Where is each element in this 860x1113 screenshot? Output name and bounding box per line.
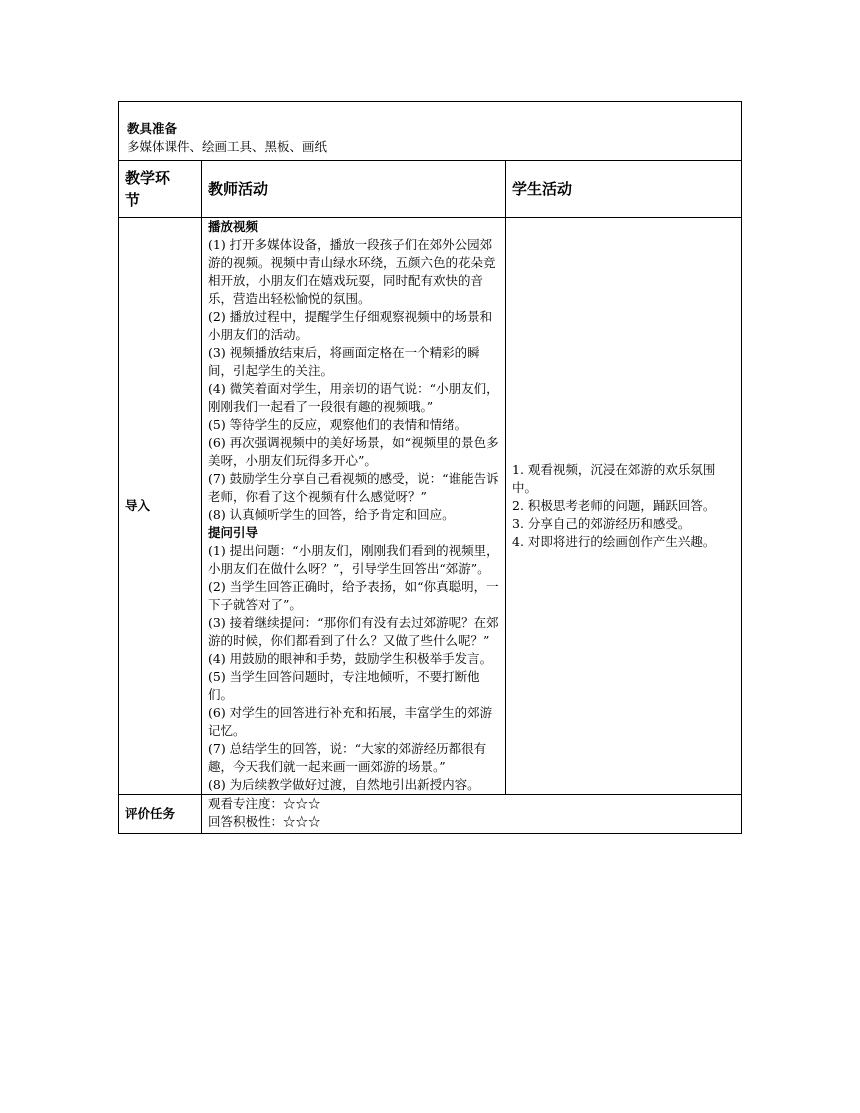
list-item: (8) 为后续教学做好过渡，自然地引出新授内容。 — [208, 777, 480, 792]
list-item: (5) 等待学生的反应，观察他们的表情和情绪。 — [208, 417, 468, 432]
lesson-plan-page — [118, 101, 741, 834]
prep-title: 教具准备 — [127, 121, 178, 136]
list-item: (3) 视频播放结束后，将画面定格在一个精彩的瞬间，引起学生的关注。 — [208, 345, 480, 378]
list-item: 4. 对即将进行的绘画创作产生兴趣。 — [512, 534, 716, 549]
list-item: 2. 积极思考老师的问题，踊跃回答。 — [512, 498, 716, 513]
list-item: 1. 观看视频，沉浸在郊游的欢乐氛围中。 — [512, 462, 716, 495]
list-item: (2) 当学生回答正确时，给予表扬，如“你真聪明，一下子就答对了”。 — [208, 579, 499, 612]
list-item: (1) 打开多媒体设备，播放一段孩子们在郊外公园郊游的视频。视频中青山绿水环绕，五颜六色的花朵竞相开放，小朋友们在嬉戏玩耍，同时配有欢快的音乐，营造出轻松愉悦的氛围。 — [208, 237, 496, 306]
list-item: (3) 接着继续提问：“那你们有没有去过郊游呢？在郊游的时候，你们都看到了什么？又做了些什么呢？” — [208, 615, 499, 648]
list-item: (4) 用鼓励的眼神和手势，鼓励学生积极举手发言。 — [208, 651, 493, 666]
list-item: (8) 认真倾听学生的回答，给予肯定和回应。 — [208, 507, 455, 522]
header-stage: 教学环 节 — [119, 161, 202, 218]
header-teacher: 教师活动 — [202, 161, 506, 218]
prep-content: 多媒体课件、绘画工具、黑板、画纸 — [127, 139, 328, 154]
intro-label: 导入 — [119, 218, 202, 795]
prep-row — [119, 102, 742, 161]
list-item: (2) 播放过程中，提醒学生仔细观察视频中的场景和小朋友们的活动。 — [208, 309, 493, 342]
list-item: (7) 总结学生的回答，说：“大家的郊游经历都很有趣，今天我们就一起来画一画郊游的场景。” — [208, 741, 487, 774]
list-item: (4) 微笑着面对学生，用亲切的语气说：“小朋友们，刚刚我们一起看了一段很有趣的视频哦。” — [208, 381, 499, 414]
prep-cell — [119, 102, 742, 161]
intro-row — [119, 218, 742, 795]
list-item: (7) 鼓励学生分享自己看视频的感受，说：“谁能告诉老师，你看了这个视频有什么感觉呀？” — [208, 471, 499, 504]
section-questions — [208, 524, 499, 794]
list-item: (1) 提出问题：“小朋友们，刚刚我们看到的视频里，小朋友们在做什么呀？”，引导学生回答出“郊游”。 — [208, 543, 499, 576]
teacher-activity-cell — [202, 218, 506, 795]
list-item: 观看专注度：☆☆☆ — [208, 796, 321, 811]
list-item: (6) 对学生的回答进行补充和拓展，丰富学生的郊游记忆。 — [208, 705, 493, 738]
header-student: 学生活动 — [506, 161, 742, 218]
section-video — [208, 218, 499, 524]
section-title: 提问引导 — [208, 525, 259, 540]
evaluation-cell — [202, 795, 742, 834]
list-item: 3. 分享自己的郊游经历和感受。 — [512, 516, 691, 531]
lesson-plan-table — [118, 101, 742, 834]
evaluation-row — [119, 795, 742, 834]
student-activity-cell — [506, 218, 742, 795]
list-item: (6) 再次强调视频中的美好场景，如“视频里的景色多美呀，小朋友们玩得多开心”。 — [208, 435, 499, 468]
header-row — [119, 161, 742, 218]
evaluation-label: 评价任务 — [119, 795, 202, 834]
list-item: 回答积极性：☆☆☆ — [208, 814, 321, 829]
section-title: 播放视频 — [208, 219, 259, 234]
list-item: (5) 当学生回答问题时，专注地倾听，不要打断他们。 — [208, 669, 480, 702]
